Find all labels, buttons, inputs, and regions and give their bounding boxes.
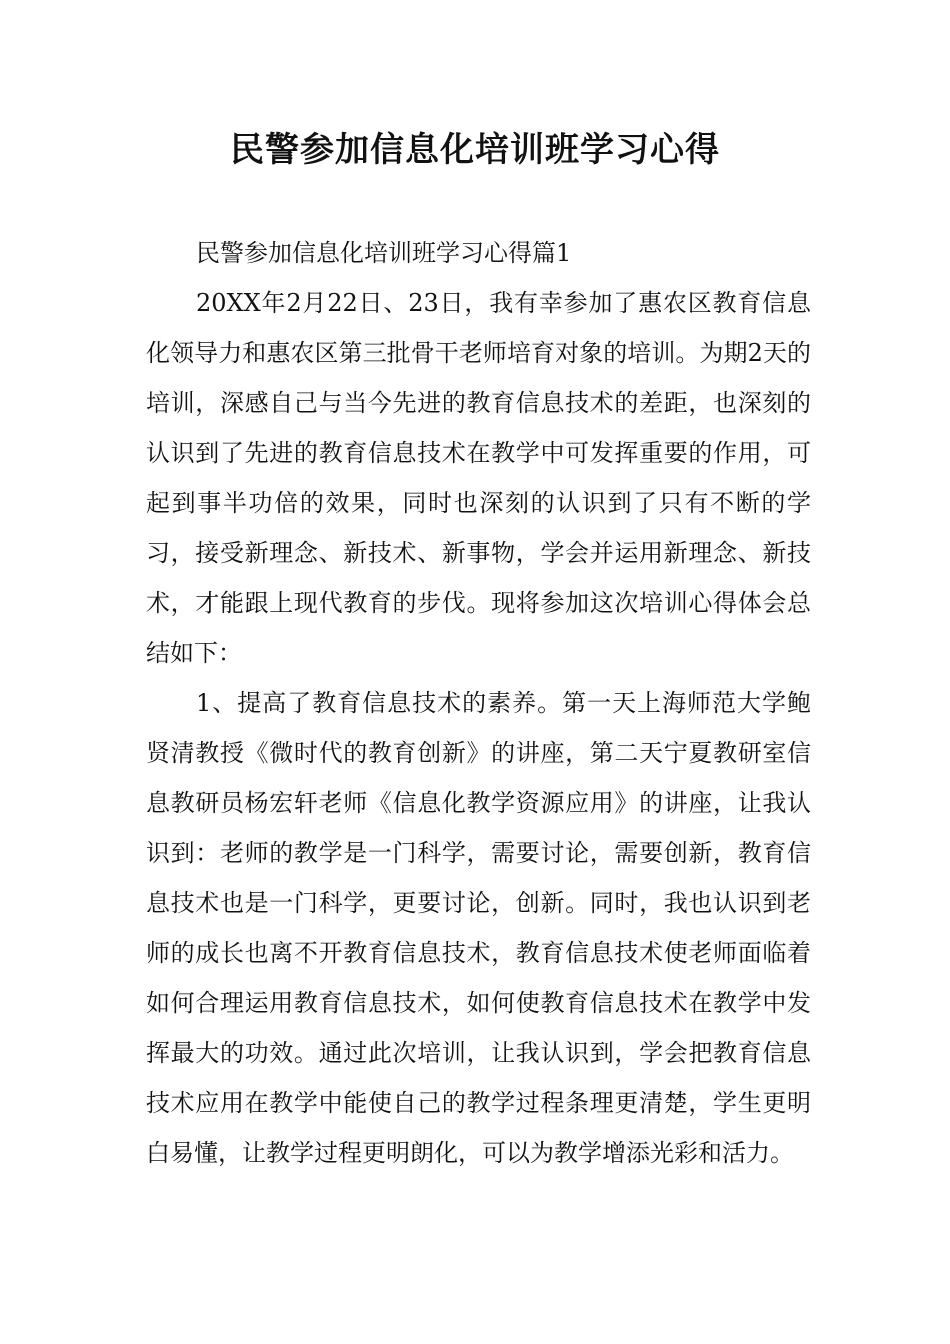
- document-body: [146, 228, 811, 1178]
- section-heading: 民警参加信息化培训班学习心得篇1: [196, 239, 572, 267]
- body-paragraph: 20XX年2月22日、23日，我有幸参加了惠农区教育信息化领导力和惠农区第三批骨干老师培育对象的培训。为期2天的培训，深感自己与当今先进的教育信息技术的差距，也深刻的认识到了先进的教育信息技术在教学中可发挥重要的作用，可起到事半功倍的效果，同时也深刻的认识到了只有不断的学习，接受新理念、新技术、新事物，学会并运用新理念、新技术，才能跟上现代教育的步伐。现将参加这次培训心得体会总结如下：: [146, 289, 811, 667]
- document-title: 民警参加信息化培训班学习心得: [230, 130, 720, 170]
- body-paragraph: 1、提高了教育信息技术的素养。第一天上海师范大学鲍贤清教授《微时代的教育创新》的讲座，第二天宁夏教研室信息教研员杨宏轩老师《信息化教学资源应用》的讲座，让我认识到：老师的教学是一门科学，需要讨论，需要创新，教育信息技术也是一门科学，更要讨论，创新。同时，我也认识到老师的成长也离不开教育信息技术，教育信息技术使老师面临着如何合理运用教育信息技术，如何使教育信息技术在教学中发挥最大的功效。通过此次培训，让我认识到，学会把教育信息技术应用在教学中能使自己的教学过程条理更清楚，学生更明白易懂，让教学过程更明朗化，可以为教学增添光彩和活力。: [146, 689, 811, 1167]
